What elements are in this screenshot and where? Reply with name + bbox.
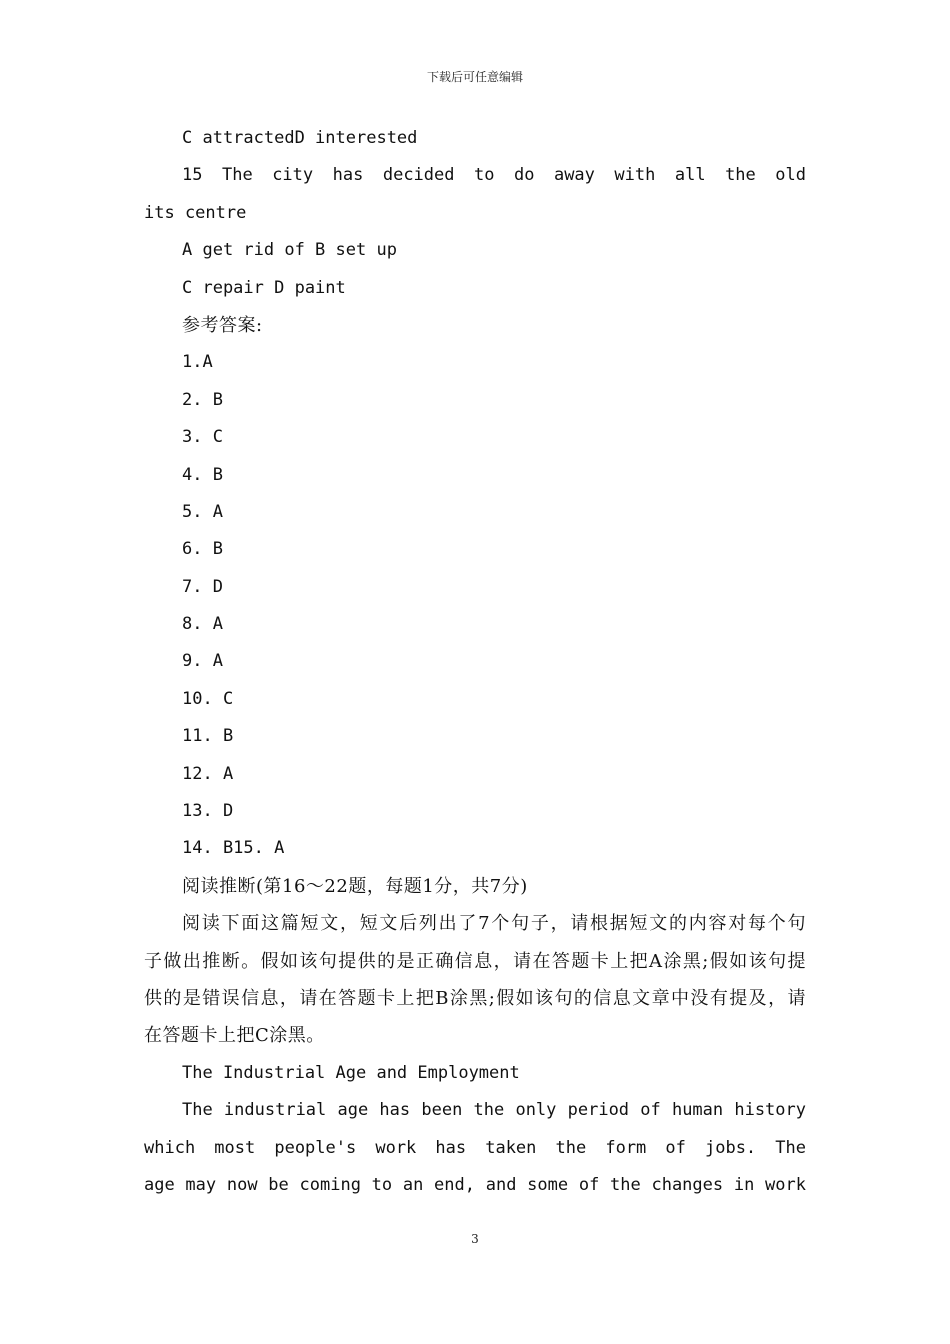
page-number: 3 (471, 1232, 479, 1246)
document-body (144, 120, 806, 1204)
question-15-continuation: its centre (144, 202, 247, 223)
answer-item: 4. B (182, 464, 223, 485)
passage-line: age may now be coming to an end, and some of the changes in work (144, 1174, 806, 1195)
instruction-line: 子做出推断。假如该句提供的是正确信息，请在答题卡上把A涂黑;假如该句提 (144, 950, 806, 972)
answer-item: 8. A (182, 614, 223, 635)
answer-item: 2. B (182, 389, 223, 410)
answer-item: 3. C (182, 427, 223, 448)
passage-line: The industrial age has been the only period of human history (182, 1100, 806, 1121)
answer-item: 1.A (182, 352, 213, 373)
question-15-options-cd: C repair D paint (182, 277, 346, 298)
instruction-line: 供的是错误信息，请在答题卡上把B涂黑;假如该句的信息文章中没有提及，请 (144, 987, 806, 1009)
answer-item: 13. D (182, 801, 234, 822)
passage-title: The Industrial Age and Employment (182, 1062, 520, 1083)
answer-item: 14. B15. A (182, 838, 285, 859)
answer-item: 10. C (182, 688, 234, 709)
answer-item: 12. A (182, 763, 234, 784)
instruction-line: 阅读下面这篇短文，短文后列出了7个句子，请根据短文的内容对每个句 (182, 913, 806, 935)
question-15-line: 15 The city has decided to do away with all the old (182, 165, 806, 186)
section-heading: 阅读推断(第16～22题，每题1分，共7分) (182, 875, 528, 897)
answer-item: 5. A (182, 501, 223, 522)
passage-line: which most people's work has taken the form of jobs. The (144, 1137, 806, 1158)
page-header: 下载后可任意编辑 (426, 70, 523, 84)
answer-item: 11. B (182, 726, 234, 747)
answer-item: 6. B (182, 539, 223, 560)
question-15-options-ab: A get rid of B set up (182, 240, 397, 261)
answers-heading: 参考答案: (182, 314, 263, 336)
answer-item: 7. D (182, 576, 223, 597)
instruction-line: 在答题卡上把C涂黑。 (144, 1025, 325, 1047)
question-option-line: C attractedD interested (182, 128, 418, 148)
answer-item: 9. A (182, 651, 223, 672)
